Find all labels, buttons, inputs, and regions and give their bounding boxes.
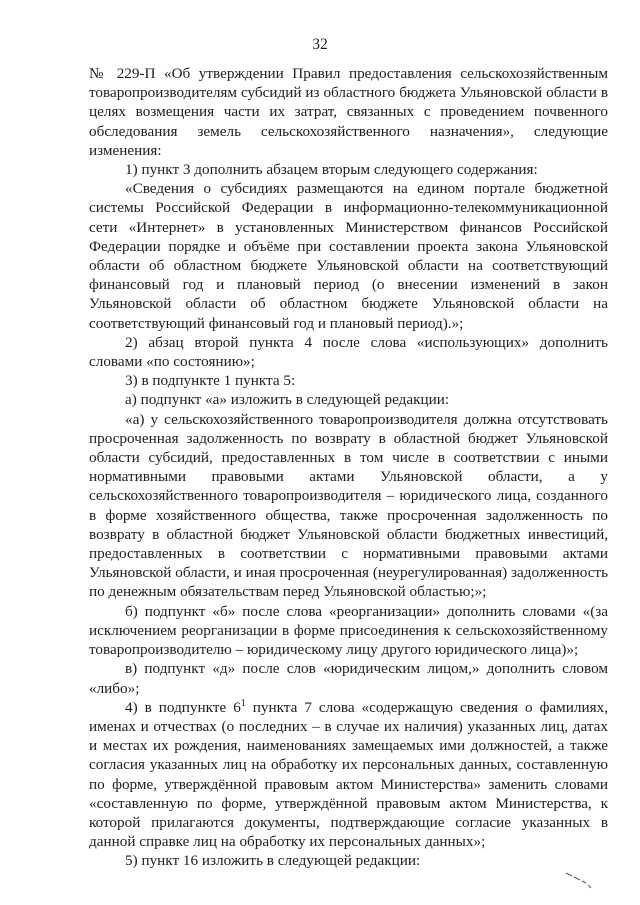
subitem-v-paragraph: в) подпункт «д» после слов «юридическим лицом,» дополнить словом «либо»; bbox=[89, 660, 608, 697]
superscript: 1 bbox=[240, 697, 246, 709]
document-body bbox=[89, 64, 608, 871]
item-4-text-end: пункта 7 слова «содержащую сведения о фамилиях, именах и отчествах (о последних – в случае их наличия) указанных лиц, датах и местах их рождения, наименованиях замещаемых ими должностей, а также согласия указанных лиц на обработку их персональных данных, составленную по форме, утверждённой правовым актом Министерства» заменить словами «составленную по форме, утверждённой правовым актом Министерства, к которой прилагаются документы, подтверждающие согласие указанных в данной справке лиц на обработку их персональных данных»; bbox=[89, 698, 608, 851]
item-5-paragraph: 5) пункт 16 изложить в следующей редакции: bbox=[125, 852, 421, 870]
item-4-text-start: 4) в подпункте 6 bbox=[125, 698, 241, 716]
item-2-paragraph: 2) абзац второй пункта 4 после слова «использующих» дополнить словами «по состоянию»; bbox=[89, 333, 608, 371]
quote-a-paragraph: «а) у сельскохозяйственного товаропроизводителя должна отсутствовать просроченная задолженность по возврату в областной бюджет Ульяновской области субсидий, предоставленных в том числе в соответствии с иными нормативными правовыми актами Ульяновской области, а у сельскохозяйственного товаропроизводителя – юридического лица, созданного в форме хозяйственного общества, также просроченная задолженность по возврату в областной бюджет Ульяновской области бюджетных инвестиций, предоставленных в соответствии с нормативными правовыми актами Ульяновской области, и иная просроченная (неурегулированная) задолженность по денежным обязательствам перед Ульяновской областью;»; bbox=[89, 410, 608, 601]
pen-mark bbox=[564, 870, 594, 890]
intro-paragraph: № 229-П «Об утверждении Правил предоставления сельскохозяйственным товаропроизводителям субсидий из областного бюджета Ульяновской области в целях возмещения части их затрат, связанных с проведением почвенного обследования земель сельскохозяйственного назначения», следующие изменения: bbox=[89, 65, 608, 159]
subitem-a-paragraph: а) подпункт «а» изложить в следующей редакции: bbox=[125, 391, 450, 409]
item-3-paragraph: 3) в подпункте 1 пункта 5: bbox=[125, 372, 296, 390]
quote-subsidies-paragraph: «Сведения о субсидиях размещаются на едином портале бюджетной системы Российской Федерации в информационно-телекоммуникационной сети «Интернет» в установленных Министерством финансов Российской Федерации порядке и объёме при составлении проекта закона Ульяновской области об областном бюджете Ульяновской области на соответствующий финансовый год и плановый период (о внесении изменений в закон Ульяновской области об областном бюджете Ульяновской области на соответствующий финансовый год и плановый период).»; bbox=[89, 180, 608, 332]
item-1-paragraph: 1) пункт 3 дополнить абзацем вторым следующего содержания: bbox=[125, 161, 538, 179]
item-4-paragraph bbox=[89, 698, 608, 852]
page-number: 32 bbox=[312, 36, 328, 53]
subitem-b-paragraph: б) подпункт «б» после слова «реорганизации» дополнить словами «(за исключением реорганизации в форме присоединения к сельскохозяйственному товаропроизводителю – юридическому лицу другого юридического лица)»; bbox=[89, 602, 608, 659]
